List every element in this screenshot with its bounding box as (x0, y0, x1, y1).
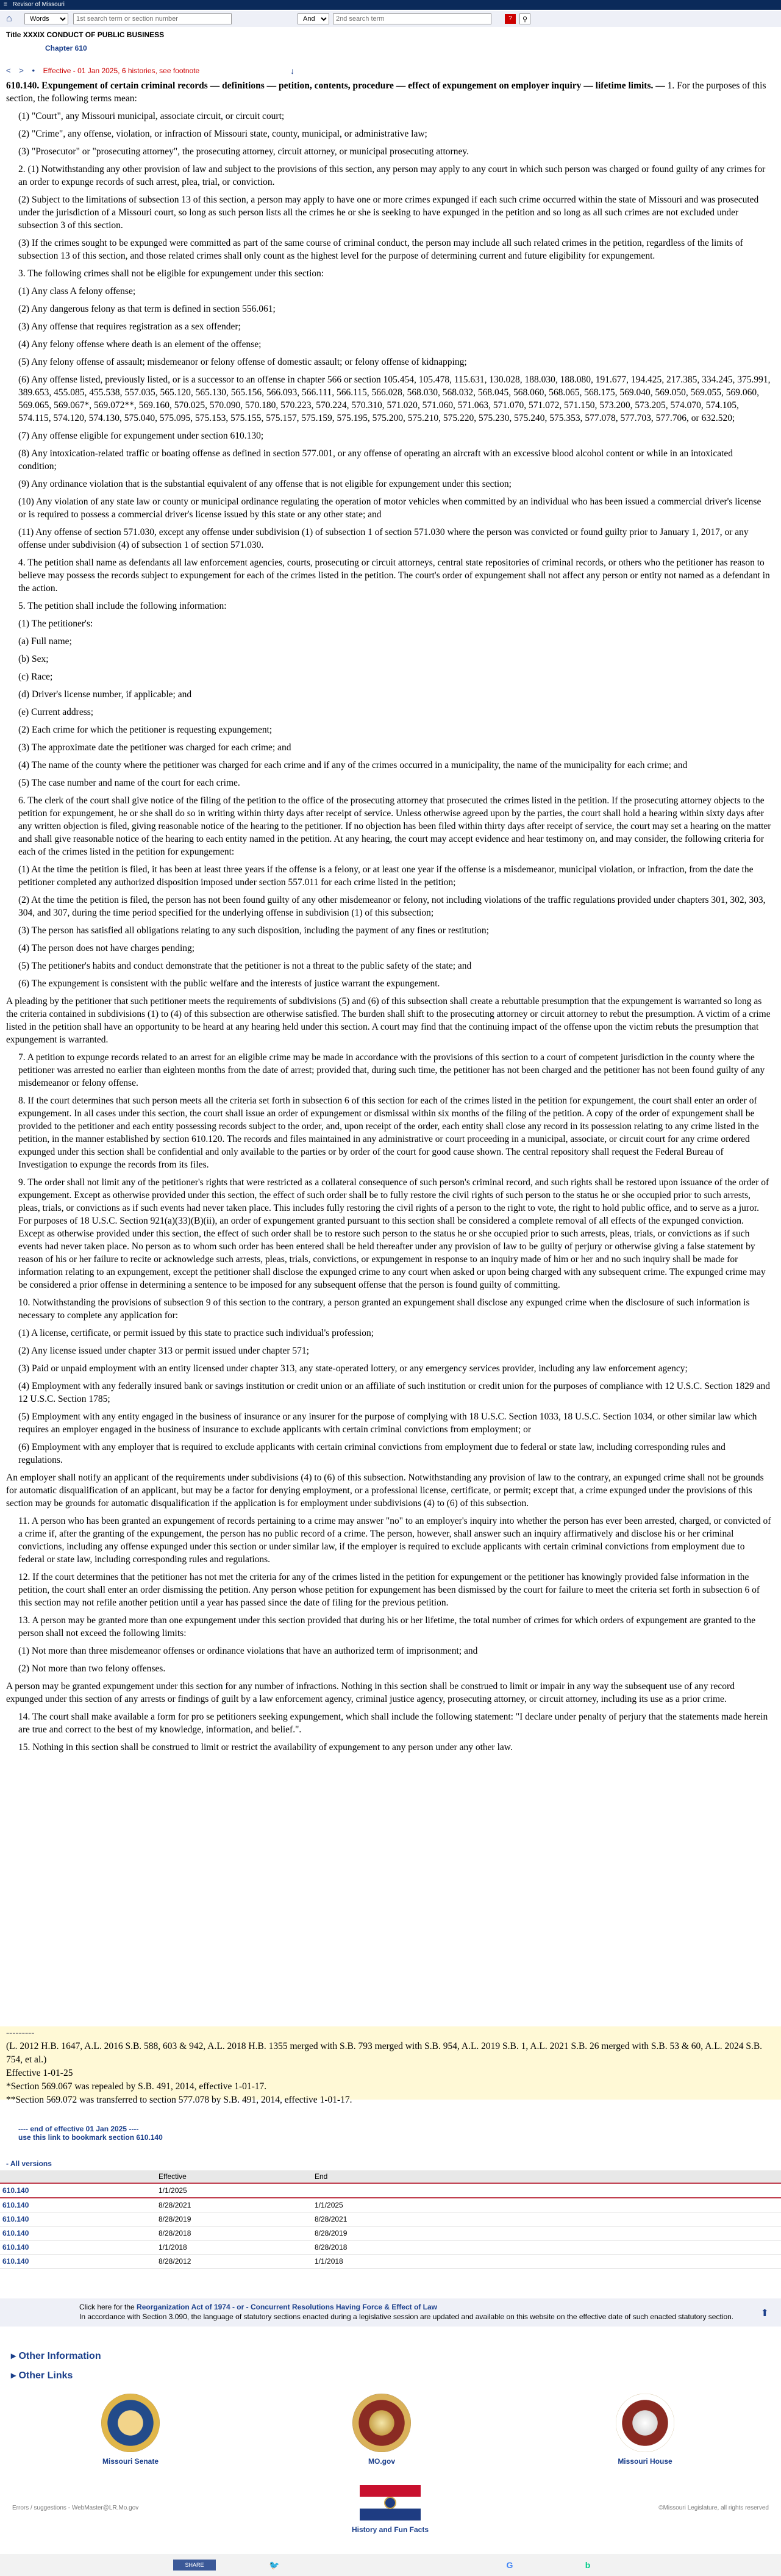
arrow-up-icon[interactable]: ⬆ (760, 2308, 769, 2319)
statute-paragraph: (2) Not more than two felony offenses. (18, 1663, 166, 1674)
history-line: Effective 1-01-25 (6, 2068, 73, 2078)
statute-paragraph: (c) Race; (18, 672, 53, 682)
versions-table (0, 2170, 781, 2269)
versions-header: Effective (158, 2170, 314, 2183)
senate-link[interactable]: Missouri Senate (102, 2457, 159, 2466)
version-row[interactable] (0, 2198, 781, 2212)
statute-paragraph: (9) Any ordinance violation that is the substantial equivalent of any offense that is not eligible for expungement under this section; (18, 479, 512, 489)
version-effective: 1/1/2025 (158, 2183, 314, 2198)
statute-paragraph: (4) Employment with any federally insured bank or savings institution or credit union or an affiliate of such institution or credit union for the purposes of compliance with 12 U.S.C. Section 1829 and 12 U.S.C. Section 1785; (18, 1381, 771, 1404)
statute-paragraph: (3) The approximate date the petitioner was charged for each crime; and (18, 742, 291, 753)
statute-paragraph: (5) The petitioner's habits and conduct demonstrate that the petitioner is not a threat to the public safety of the state; and (18, 961, 472, 971)
statute-paragraph: (1) "Court", any Missouri municipal, associate circuit, or circuit court; (18, 111, 285, 121)
bing-icon[interactable]: b (585, 2560, 591, 2570)
statute-paragraph: (3) If the crimes sought to be expunged were committed as part of the same course of criminal conduct, the person may include all such related crimes in the petition, regardless of the limits of subsection 13 of this section, and those related crimes shall only count as the highest level for the purpose of determining current and future eligibility for expungement. (18, 238, 743, 261)
statute-text (6, 79, 771, 1759)
version-row[interactable] (0, 2212, 781, 2226)
section-intro: 1. For the purposes of this section, the following terms mean: (6, 81, 766, 104)
breadcrumb-title[interactable]: Title XXXIX CONDUCT OF PUBLIC BUSINESS (6, 30, 165, 39)
statute-paragraph: 12. If the court determines that the petitioner has not met the criteria for any of the crimes listed in the petition for expungement or the petitioner has knowingly provided false information in the petition, the court shall enter an order dismissing the petition. Any person whose petition for expungement has been dismissed by the court for failure to meet the criteria set forth in subsection 6 of this section may not refile another petition until a year has passed since the date of filing for the previous petition. (18, 1572, 760, 1608)
missouri-house-seal[interactable] (616, 2394, 674, 2452)
statute-paragraph: 8. If the court determines that such person meets all the criteria set forth in subsection 6 of this section for each of the crimes listed in the petition for expungement, the court shall enter an order of expungement. In all cases under this section, the court shall issue an order of expungement or dismissal within six months of the filing of the petition. A copy of the order of expungement shall be provided to the petitioner and each entity possessing records subject to the order, and, upon receipt of the order, each entity shall close any record in its possession relating to any crime listed in the petition, in the manner established by section 610.120. The records and files maintained in any administrative or court proceeding in a municipal, associate, or circuit court for any crime ordered expunged under this section shall be confidential and only available to the parties or by order of the court for good cause shown. The central repository shall request the Federal Bureau of Investigation to expunge the records from its files. (18, 1096, 759, 1170)
twitter-icon[interactable]: 🐦 (269, 2560, 280, 2570)
all-versions-toggle[interactable]: - All versions (6, 2159, 52, 2168)
bookmark-link[interactable]: use this link to bookmark section 610.140 (18, 2133, 163, 2142)
house-link[interactable]: Missouri House (618, 2457, 672, 2466)
versions-header (0, 2170, 158, 2183)
home-icon[interactable]: ⌂ (6, 13, 12, 24)
statute-paragraph: (1) Any class A felony offense; (18, 286, 136, 296)
statute-paragraph: 9. The order shall not limit any of the petitioner's rights that were restricted as a collateral consequence of such person's criminal record, and such rights shall be restored upon issuance of the order of expungement. Except as otherwise provided under this section, the effect of such order shall be to fully restore the civil rights of such person to the status he or she occupied prior to such arrests, pleas, trials, or convictions as if such events had never taken place. This includes fully restoring the civil rights of a person to the right to vote, the right to hold public office, and to serve as a juror. For purposes of 18 U.S.C. Section 921(a)(33)(B)(ii), an order of expungement granted pursuant to this section shall be considered a complete removal of all effects of the expunged conviction. Except as otherwise provided under this section, the effect of such order shall be to restore such person to the status he or she occupied prior to such arrests, pleas, trials, or convictions as if such events had never taken place. No person as to whom such order has been entered shall be held thereafter under any provision of law to be guilty of perjury or otherwise giving a false statement by reason of his or her failure to recite or acknowledge such arrests, pleas, trials, convictions, or expungement in response to an inquiry made of him or her and no such inquiry shall be made for information relating to an expungement, except the petitioner shall disclose the expunged crime to any court when asked or upon being charged with any subsequent crime. The expunged crime may be considered a prior offense in determining a sentence to be imposed for any subsequent offense that the person is found guilty of committing. (18, 1177, 769, 1290)
google-icon[interactable]: G (506, 2560, 513, 2570)
version-section[interactable]: 610.140 (2, 2257, 29, 2266)
arrow-down-icon[interactable]: ↓ (290, 66, 294, 76)
statute-paragraph: (2) At the time the petition is filed, the person has not been found guilty of any other misdemeanor or felony, not including violations of the traffic regulations provided under chapters 301, 302, 303, 304, and 307, during the time period specified for the underlying offense in subdivision (1) of this subsection; (18, 895, 766, 918)
end-of-effective (18, 2125, 163, 2142)
end-line: ---- end of effective 01 Jan 2025 ---- (18, 2125, 139, 2133)
history-line: (L. 2012 H.B. 1647, A.L. 2016 S.B. 588, 603 & 942, A.L. 2018 H.B. 1355 merged with S.B. 793 merged with S.B. 954, A.L. 2019 S.B. 1, A.L. 2021 S.B. 26 merged with S.B. 53 & 60, A.L. 2024 S.B. 754, et al.) (6, 2041, 763, 2065)
statute-paragraph: 10. Notwithstanding the provisions of subsection 9 of this section to the contrary, a person granted an expungement shall disclose any expunged crime when the disclosure of such information is necessary to complete any application for: (18, 1297, 750, 1321)
reorganization-box (0, 2298, 781, 2327)
statute-paragraph: (3) Paid or unpaid employment with an entity licensed under chapter 313, any state-operated lottery, or any emergency services provider, including any law enforcement agency; (18, 1363, 688, 1374)
search-operator-select[interactable] (298, 13, 329, 24)
version-row[interactable] (0, 2183, 781, 2198)
facebook-share-button[interactable]: SHARE (173, 2560, 216, 2571)
version-section[interactable]: 610.140 (2, 2243, 29, 2251)
version-section[interactable]: 610.140 (0, 2183, 158, 2198)
breadcrumb-chapter[interactable]: Chapter 610 (45, 44, 87, 52)
version-end: 8/28/2021 (315, 2215, 348, 2223)
version-end: 1/1/2018 (315, 2257, 343, 2266)
section-heading (6, 79, 771, 105)
missouri-flag-icon[interactable] (360, 2485, 421, 2520)
statute-paragraph: 4. The petition shall name as defendants all law enforcement agencies, courts, prosecuting or circuit attorneys, central state repositories of criminal records, or others who the petitioner has reason to believe may possess the records subject to expungement for each of the crimes listed in the petition. The court's order of expungement shall not affect any person or entity not named as a defendant in the action. (18, 558, 770, 594)
missouri-senate-seal[interactable] (101, 2394, 160, 2452)
version-section[interactable]: 610.140 (2, 2215, 29, 2223)
statute-paragraph: (6) The expungement is consistent with the public welfare and the interests of justice warrant the expungement. (18, 978, 440, 989)
nav-bullet: • (32, 66, 35, 75)
versions-header-row (0, 2170, 781, 2183)
statute-paragraph: 14. The court shall make available a form for pro se petitioners seeking expungement, which shall include the following statement: "I declare under penalty of perjury that the statements made herein are true and correct to the best of my knowledge, information, and belief.". (18, 1712, 768, 1735)
footer-copyright: ©Missouri Legislature, all rights reserved (658, 2505, 769, 2511)
statute-paragraph: 11. A person who has been granted an expungement of records pertaining to a crime may answer "no" to an employer's inquiry into whether the person has ever been arrested, charged, or convicted of a crime if, after the granting of the expungement, the person has no public record of a crime. The person, however, shall answer such an inquiry affirmatively and disclose his or her criminal convictions, including any offense expunged under this section or under similar law, if the employer is required to exclude applicants with certain criminal convictions from employment due to federal or state law, including corresponding rules and regulations. (18, 1516, 771, 1565)
statute-paragraph: (1) Not more than three misdemeanor offenses or ordinance violations that have an authorized term of imprisonment; and (18, 1646, 478, 1656)
statute-paragraph: (4) The person does not have charges pending; (18, 943, 195, 953)
statute-paragraph: (1) A license, certificate, or permit issued by this state to practice such individual's profession; (18, 1328, 374, 1338)
version-end: 8/28/2019 (315, 2229, 348, 2237)
footer-contact[interactable]: Errors / suggestions - WebMaster@LR.Mo.gov (12, 2505, 139, 2511)
menu-icon[interactable]: ≡ (4, 1, 7, 8)
share-bar (0, 2554, 781, 2576)
statute-paragraph: 13. A person may be granted more than one expungement under this section provided that during his or her lifetime, the total number of crimes for which orders of expungement are granted to the person shall not exceed the following limits: (18, 1615, 756, 1638)
top-bar (0, 0, 781, 10)
other-links-toggle[interactable]: ▸ Other Links (11, 2370, 73, 2381)
statute-paragraph: 2. (1) Notwithstanding any other provision of law and subject to the provisions of this section, any person may apply to any court in which such person was charged or found guilty of any crimes for an order to expunge records of such arrest, plea, trial, or conviction. (18, 164, 766, 187)
reorg-prefix: Click here for the (79, 2303, 137, 2311)
statute-paragraph: (5) The case number and name of the court for each crime. (18, 778, 240, 788)
version-effective: 8/28/2012 (159, 2257, 191, 2266)
version-effective: 8/28/2018 (159, 2229, 191, 2237)
search-term1-input[interactable] (73, 13, 232, 24)
statute-paragraph: (5) Employment with any entity engaged in the business of insurance or any insurer for the purpose of complying with 18 U.S.C. Section 1033, 18 U.S.C. Section 1034, or other similar law which requires an employer engaged in the business of insurance to exclude applicants with certain criminal convictions from employment; or (18, 1412, 757, 1435)
version-end (314, 2183, 781, 2198)
statute-paragraph: (6) Employment with any employer that is required to exclude applicants with certain criminal convictions from employment due to federal or state law, including corresponding rules and regulations. (18, 1442, 726, 1465)
statute-paragraph: (e) Current address; (18, 707, 94, 717)
version-effective: 1/1/2018 (159, 2243, 187, 2251)
version-end: 1/1/2025 (315, 2201, 343, 2209)
reorg-note: In accordance with Section 3.090, the language of statutory sections enacted during a legislative session are updated and available on this website on the effective date of such enacted statutory section. (79, 2312, 734, 2321)
other-information-label[interactable]: Other Information (18, 2351, 101, 2361)
version-section[interactable]: 610.140 (2, 2229, 29, 2237)
statute-paragraph: 5. The petition shall include the following information: (18, 601, 227, 611)
statute-paragraph: (4) The name of the county where the petitioner was charged for each crime and if any of the crimes occurred in a municipality, the name of the municipality for each crime; and (18, 760, 688, 770)
statute-paragraph: (d) Driver's license number, if applicable; and (18, 689, 192, 700)
statute-paragraph: (10) Any violation of any state law or county or municipal ordinance regulating the operation of motor vehicles when committed by an individual who has been issued a commercial driver's license or is required to possess a commercial driver's license issued by this state or any other state; and (18, 497, 761, 520)
section-number: 610.140. (6, 81, 40, 91)
statute-paragraph: 7. A petition to expunge records related to an arrest for an eligible crime may be made in accordance with the provisions of this section to a court of competent jurisdiction in the county where the petitioner was arrested no earlier than eighteen months from the date of arrest; provided that, during such time, the petitioner has not been charged and the petitioner has not been found guilty of any misdemeanor or felony offense. (18, 1052, 765, 1088)
search-icon[interactable]: ⚲ (519, 13, 530, 24)
version-effective: 8/28/2021 (159, 2201, 191, 2209)
mogov-link[interactable]: MO.gov (368, 2457, 395, 2466)
mo-gov-seal[interactable] (352, 2394, 411, 2452)
version-section[interactable]: 610.140 (2, 2201, 29, 2209)
search-help-button[interactable]: ? (505, 14, 516, 24)
statute-paragraph: (2) Subject to the limitations of subsection 13 of this section, a person may apply to have one or more crimes expunged if each such crime occurred within the state of Missouri and was prosecuted under the jurisdiction of a Missouri court, so long as such person lists all the crimes he or she is seeking to have expunged in the petition and so long as all such crimes are not excluded under subsection 3 of this section. (18, 195, 759, 231)
statute-paragraph: (2) "Crime", any offense, violation, or infraction of Missouri state, county, municipal, or administrative law; (18, 129, 427, 139)
section-nav (6, 66, 294, 76)
version-row[interactable] (0, 2241, 781, 2255)
statute-paragraph: 15. Nothing in this section shall be construed to limit or restrict the availability of expungement to any person under any other law. (18, 1742, 513, 1753)
site-title[interactable]: Revisor of Missouri (12, 1, 65, 8)
statute-paragraph: (5) Any felony offense of assault; misdemeanor or felony offense of domestic assault; or felony offense of kidnapping; (18, 357, 467, 367)
statute-paragraph: 3. The following crimes shall not be eligible for expungement under this section: (18, 268, 324, 279)
statute-paragraph: A pleading by the petitioner that such petitioner meets the requirements of subdivisions (5) and (6) of this subsection shall create a rebuttable presumption that the expungement is warranted so long as the criteria contained in subdivisions (1) to (4) of this subsection are otherwise satisfied. The burden shall shift to the prosecuting attorney or circuit attorney to rebut the presumption. A victim of a crime listed in the petition shall have an opportunity to be heard at any hearing held under this section. A court may find that the continuing impact of the offense upon the victim rebuts the presumption that expungement is warranted. (6, 996, 771, 1045)
next-section-button[interactable]: > (19, 66, 24, 75)
history-fun-facts-link[interactable]: History and Fun Facts (351, 2525, 429, 2534)
statute-paragraph: (b) Sex; (18, 654, 49, 664)
statute-paragraph: (1) The petitioner's: (18, 619, 93, 629)
other-information-toggle[interactable]: ▸ Other Information (11, 2351, 101, 2361)
statute-paragraph: A person may be granted expungement under this section for any number of infractions. Nothing in this section shall be construed to limit or impair in any way the subsequent use of any record expunged under this section of any arrests or findings of guilt by a law enforcement agency, criminal justice agency, prosecuting attorney, or circuit attorney, including its use as a prior crime. (6, 1681, 735, 1704)
reorg-link[interactable]: Reorganization Act of 1974 - or - Concurrent Resolutions Having Force & Effect of Law (137, 2303, 437, 2311)
search-bar (0, 11, 781, 27)
statute-paragraph: (6) Any offense listed, previously listed, or is a successor to an offense in chapter 566 or section 105.454, 105.478, 115.631, 130.028, 188.030, 188.080, 191.677, 194.425, 217.385, 334.245, 375.991, 389.653, 455.085, 455.538, 557.035, 565.120, 565.130, 565.156, 566.093, 566.111, 566.115, 566.028, 568.030, 568.032, 568.045, 568.060, 568.065, 568.175, 569.040, 569.050, 569.055, 569.060, 569.065, 569.067*, 569.072**, 569.160, 570.025, 570.090, 570.180, 570.223, 570.224, 570.310, 571.020, 571.060, 571.063, 571.070, 571.072, 571.150, 573.200, 573.205, 574.070, 574.105, 574.115, 574.120, 574.130, 575.040, 575.095, 575.153, 575.155, 575.157, 575.159, 575.195, 575.200, 575.210, 575.220, 575.230, 575.240, 575.353, 577.078, 577.703, 577.706, or 632.520; (18, 375, 771, 423)
history-line: **Section 569.072 was transferred to section 577.078 by S.B. 491, 2014, effective 1-01-17. (6, 2095, 352, 2105)
version-row[interactable] (0, 2255, 781, 2269)
statute-paragraph: (2) Any license issued under chapter 313 or permit issued under chapter 571; (18, 1346, 309, 1356)
history-line: *Section 569.067 was repealed by S.B. 491, 2014, effective 1-01-17. (6, 2081, 267, 2092)
statute-paragraph: (1) At the time the petition is filed, it has been at least three years if the offense is a felony, or at least one year if the offense is a misdemeanor, municipal violation, or infraction, from the date the petitioner completed any authorized disposition imposed under section 557.011 for each crime listed in the petition; (18, 864, 754, 888)
statute-paragraph: An employer shall notify an applicant of the requirements under subdivisions (4) to (6) of this subsection. Notwithstanding any provision of law to the contrary, an expunged crime shall not be grounds for automatic disqualification of an applicant, but may be a factor for denying employment, or a professional license, certificate, or permit; except that, a crime expunged under the provisions of this section may be grounds for automatic disqualification if the application is for employment under subdivisions (4) to (6) of this subsection. (6, 1473, 764, 1509)
prev-section-button[interactable]: < (6, 66, 11, 75)
history-box (0, 2026, 781, 2105)
statute-paragraph: 6. The clerk of the court shall give notice of the filing of the petition to the office of the prosecuting attorney that prosecuted the crimes listed in the petition. If the prosecuting attorney objects to the petition for expungement, he or she shall do so in writing within thirty days after receipt of service. Unless otherwise agreed upon by the parties, the court shall hold a hearing within sixty days after any written objection is filed, giving reasonable notice of the hearing to the petitioner. If no objection has been filed within thirty days after receipt of service, the court may set a hearing on the matter and shall give reasonable notice of the hearing to each entity named in the petition. At any hearing, the court may accept evidence and hear testimony on, and may consider, the following criteria for each of the crimes listed in the petition for expungement: (18, 795, 771, 857)
statute-paragraph: (4) Any felony offense where death is an element of the offense; (18, 339, 262, 350)
version-end: 8/28/2018 (315, 2243, 348, 2251)
search-scope-select[interactable] (24, 13, 68, 24)
statute-paragraph: (a) Full name; (18, 636, 72, 647)
version-row[interactable] (0, 2226, 781, 2241)
statute-paragraph: (3) "Prosecutor" or "prosecuting attorney", the prosecuting attorney, circuit attorney, or municipal prosecuting attorney. (18, 146, 469, 157)
search-term2-input[interactable] (333, 13, 491, 24)
statute-paragraph: (8) Any intoxication-related traffic or boating offense as defined in section 577.001, or any offense of operating an aircraft with an excessive blood alcohol content or while in an intoxicated condition; (18, 448, 733, 472)
statute-paragraph: (7) Any offense eligible for expungement under section 610.130; (18, 431, 264, 441)
statute-paragraph: (3) The person has satisfied all obligations relating to any such disposition, including the payment of any fines or restitution; (18, 925, 489, 936)
section-title: Expungement of certain criminal records — definitions — petition, contents, procedure — effect of expungement on employer inquiry — lifetime limits. — (41, 81, 665, 91)
statute-paragraph: (2) Each crime for which the petitioner is requesting expungement; (18, 725, 273, 735)
history-divider: --------- (6, 2028, 35, 2038)
statute-paragraph: (11) Any offense of section 571.030, except any offense under subdivision (1) of subsection 1 of section 571.030 where the person was convicted or found guilty prior to January 1, 2017, or any offense under subdivision (4) of subsection 1 of section 571.030. (18, 527, 749, 550)
other-links-label[interactable]: Other Links (18, 2370, 73, 2381)
statute-paragraph: (3) Any offense that requires registration as a sex offender; (18, 321, 241, 332)
versions-header: End (314, 2170, 781, 2183)
statute-paragraph: (2) Any dangerous felony as that term is defined in section 556.061; (18, 304, 276, 314)
effective-note[interactable]: Effective - 01 Jan 2025, 6 histories, see footnote (43, 66, 200, 75)
version-effective: 8/28/2019 (159, 2215, 191, 2223)
